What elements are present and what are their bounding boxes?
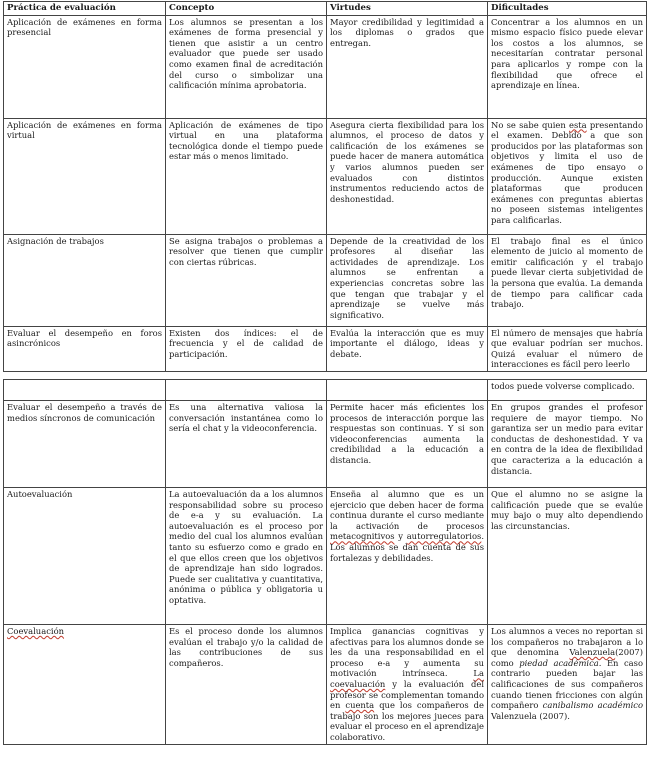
- cell-empty: [327, 380, 488, 401]
- header-practica: Práctica de evaluación: [4, 2, 166, 16]
- text-segment: Implica ganancias cognitivas y afectivas para los alumnos donde se les da una responsabilidad en el proceso e-a y aumenta su motivación intrínseca.: [330, 626, 484, 679]
- document-page: [3, 1, 646, 758]
- cell-concepto: Se asigna trabajos o problemas a resolver que tienen que cumplir con ciertas rúbricas.: [166, 234, 327, 326]
- cell-concepto: Aplicación de exámenes de tipo virtual en una plataforma tecnológica donde el tiempo puede estar más o menos limitado.: [166, 118, 327, 234]
- table-row: [4, 15, 647, 118]
- cell-practica: Asignación de trabajos: [4, 234, 166, 326]
- text-segment: . En caso contrario pueden bajar las calificaciones de sus compañeros cuando tienen fricciones con algún compañero: [491, 657, 643, 711]
- cell-concepto: Los alumnos se presentan a los exámenes de forma presencial y tienen que asistir a un centro evaluador que puede ser usado como examen final de acreditación del curso o simbolizar una calificación mínima aprobatoria.: [166, 15, 327, 118]
- cell-virtudes: Evalúa la interacción que es muy importante el diálogo, ideas y debate.: [327, 326, 488, 371]
- text-segment: No se sabe quien: [491, 119, 566, 130]
- cell-practica: Evaluar el desempeño en foros asincrónicos: [4, 326, 166, 371]
- evaluation-table-part-1: [3, 1, 647, 372]
- cell-dificultades-cont: todos puede volverse complicado.: [488, 380, 647, 401]
- header-concepto: Concepto: [166, 2, 327, 16]
- spellcheck-word: cuenta: [345, 700, 375, 711]
- cell-virtudes: [327, 488, 488, 625]
- cell-dificultades: En grupos grandes el profesor requiere de mayor tiempo. No garantiza ser un medio para evitar conductas de deshonestidad. Y va en contra de la idea de flexibilidad que caracteriza a la educación a distancia.: [488, 401, 647, 488]
- spellcheck-word: autorregulatorios: [406, 531, 482, 542]
- cell-dificultades: Que el alumno no se asigne la calificación puede que se evalúe muy bajo o muy alto dependiendo las circunstancias.: [488, 488, 647, 625]
- cell-concepto: Es una alternativa valiosa la conversación instantánea como lo sería el chat y la videoconferencia.: [166, 401, 327, 488]
- text-segment: Los alumnos a veces no reportan si los compañeros no trabajaron a lo que denomina: [491, 626, 643, 658]
- spellcheck-word: La coevaluación: [330, 668, 484, 689]
- table-row: [4, 118, 647, 234]
- table-row: [4, 326, 647, 371]
- spellcheck-word: Valenzuela: [569, 647, 616, 658]
- spellcheck-word: metacognitivos: [330, 531, 395, 542]
- text-segment: y la evaluación del profesor se complementan tomando en: [330, 678, 484, 711]
- cell-practica: [4, 625, 166, 745]
- spellcheck-word: Coevaluación: [7, 626, 65, 636]
- cell-virtudes: [327, 625, 488, 745]
- italic-term: piedad académica: [519, 657, 599, 668]
- cell-empty: [166, 380, 327, 401]
- cell-dificultades: [488, 625, 647, 745]
- evaluation-table-part-2: [3, 379, 647, 745]
- cell-virtudes: Mayor credibilidad y legitimidad a los diplomas o grados que entregan.: [327, 15, 488, 118]
- cell-concepto: Es el proceso donde los alumnos evalúan el trabajo y/o la calidad de las contribuciones de sus compañeros.: [166, 625, 327, 745]
- text-segment: Enseña al alumno que es un ejercicio que deben hacer de forma continua durante el curso mediante la activación de procesos: [330, 489, 484, 531]
- cell-virtudes: Depende de la creatividad de los profesores al diseñar las actividades de aprendizaje. Los alumnos se enfrentan a experiencias concretas sobre las que tengan que trabajar y el aprendizaje se vuelve más significativo.: [327, 234, 488, 326]
- cell-practica: Aplicación de exámenes en forma virtual: [4, 118, 166, 234]
- cell-concepto: La autoevaluación da a los alumnos responsabilidad sobre su proceso de e-a y su evaluación. La autoevaluación es el proceso por medio del cual los alumnos evalúan tanto su esfuerzo como e grado en el que ellos creen que los objetivos de aprendizaje han sido logrados. Puede ser cualitativa y cuantitativa, anónima o pública y obligatoria u optativa.: [166, 488, 327, 625]
- cell-empty: [4, 380, 166, 401]
- table-header-row: [4, 2, 647, 16]
- table-row: [4, 401, 647, 488]
- cell-virtudes: Asegura cierta flexibilidad para los alumnos, el proceso de datos y calificación de los exámenes se puede hacer de manera automática y varios alumnos pueden ser evaluados con distintos instrumentos reduciendo actos de deshonestidad.: [327, 118, 488, 234]
- italic-term: canibalismo académico: [542, 700, 643, 711]
- table-row: [4, 488, 647, 625]
- cell-dificultades: [488, 118, 647, 234]
- cell-dificultades: Concentrar a los alumnos en un mismo espacio físico puede elevar los costos a los alumnos, se necesitarían contratar personal para aplicarlos y rompe con la flexibilidad que ofrece el aprendizaje en línea.: [488, 15, 647, 118]
- text-segment: (2007) como: [491, 647, 643, 668]
- cell-concepto: Existen dos índices: el de frecuencia y el de calidad de participación.: [166, 326, 327, 371]
- table-row-continued: [4, 380, 647, 401]
- cell-practica: Aplicación de exámenes en forma presencial: [4, 15, 166, 118]
- text-segment: presentando el examen. Debido a que son producidos por las plataformas son objetivos y limita el uso de exámenes de tipo ensayo o producción. Aunque existen plataformas que producen exámenes con preguntas abiertas no poseen sistemas inteligentes para calificarlas.: [491, 119, 643, 225]
- table-row: [4, 234, 647, 326]
- cell-virtudes: Permite hacer más eficientes los procesos de interacción porque las respuestas son continuas. Y si son videoconferencias aumenta la credibilidad a la educación a distancia.: [327, 401, 488, 488]
- header-dificultades: Dificultades: [488, 2, 647, 16]
- spellcheck-word: esta: [569, 119, 587, 130]
- cell-practica: Evaluar el desempeño a través de medios síncronos de comunicación: [4, 401, 166, 488]
- header-virtudes: Virtudes: [327, 2, 488, 16]
- text-segment: Valenzuela (2007).: [491, 710, 570, 721]
- table-row: [4, 625, 647, 745]
- cell-dificultades: El trabajo final es el único elemento de juicio al momento de emitir calificación y el trabajo puede llevar cierta subjetividad de la persona que evalúa. La demanda de tiempo para calificar cada trabajo.: [488, 234, 647, 326]
- cell-dificultades: El número de mensajes que habría que evaluar podrían ser muchos. Quizá evaluar el número de interacciones es fácil pero leerlo: [488, 326, 647, 371]
- text-segment: . Los alumnos se dan cuenta de sus fortalezas y debilidades.: [330, 531, 484, 563]
- text-segment: que los compañeros de trabajo son los mejores jueces para evaluar el proceso en el aprendizaje colaborativo.: [330, 700, 484, 742]
- cell-practica: Autoevaluación: [4, 488, 166, 625]
- text-segment: y: [398, 531, 403, 542]
